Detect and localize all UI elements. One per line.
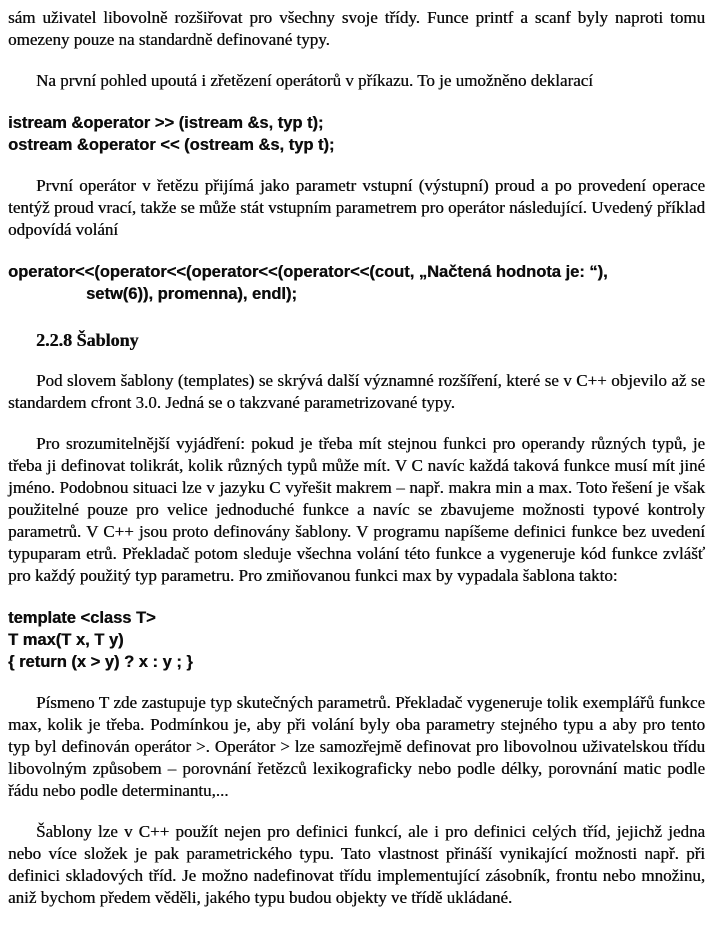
code-block-operator-call [8,261,705,305]
paragraph-pod-slovem: Pod slovem šablony (templates) se skrývá další významné rozšíření, které se v C++ objevilo až se standardem cfront 3.0. Jedná se o takzvané parametrizované typy. [8,371,705,412]
code-line: istream &operator >> (istream &s, typ t); [8,114,324,132]
code-line: T max(T x, T y) [8,631,124,649]
code-line: { return (x > y) ? x : y ; } [8,653,193,671]
paragraph-printf-scanf: sám uživatel libovolně rozšiřovat pro všechny svoje třídy. Funce printf a scanf byly naproti tomu omezeny pouze na standardně definované typy. [8,8,705,49]
code-line: setw(6)), promenna), endl); [86,285,297,303]
paragraph-operator-chaining: Na první pohled upoutá i zřetězení operátorů v příkazu. To je umožněno deklarací [36,71,593,90]
section-heading-sablony: 2.2.8 Šablony [36,330,139,350]
paragraph-pismeno-t: Písmeno T zde zastupuje typ skutečných parametrů. Překladač vygeneruje tolik exemplářů funkce max, kolik je třeba. Podmínkou je, aby při volání byly oba parametry stejného typu a aby pro tento typ byl definován operátor >. Operátor > lze samozřejmě definovat pro libovolnou uživatelskou třídu libovolným způsobem – porovnání řetězců lexikograficky nebo podle délky, porovnání matic podle řádu nebo podle determinantu,... [8,693,705,800]
code-line: template <class T> [8,609,156,627]
paragraph-first-operator: První operátor v řetězu přijímá jako parametr vstupní (výstupní) proud a po provedení operace tentýž proud vrací, takže se může stát vstupním parametrem pro operátor následující. Uvedený příklad odpovídá volání [8,176,705,239]
code-block-operator-declarations [8,112,705,156]
code-line: operator<<(operator<<(operator<<(operator<<(cout, „Načtená hodnota je: “), [8,263,608,281]
code-block-template-max [8,607,705,673]
paragraph-pro-srozumitelnejsi: Pro srozumitelnější vyjádření: pokud je třeba mít stejnou funkci pro operandy různých typů, je třeba ji definovat tolikrát, kolik různých typů může mít. V C navíc každá taková funkce musí mít jiné jméno. Podobnou situaci lze v jazyku C vyřešit makrem – např. makra min a max. Toto řešení je však použitelné pouze pro velice jednoduché funkce a navíc se zbavujeme možnosti typové kontroly parametrů. V C++ jsou proto definovány šablony. V programu napíšeme definici funkce bez uvedení typuparam etrů. Překladač potom sleduje všechna volání této funkce a vygeneruje kód funkce zvlášť pro každý použitý typ parametru. Pro zmiňovanou funkci max by vypadala šablona takto: [8,434,705,585]
paragraph-sablony-tridy: Šablony lze v C++ použít nejen pro definici funkcí, ale i pro definici celých tříd, jejichž jedna nebo více složek je pak parametrického typu. Tato vlastnost přináší vynikající možnosti např. při definici skladových tříd. Je možno nadefinovat třídu implementující zásobník, frontu nebo množinu, aniž bychom předem věděli, jakého typu budou objekty ve třídě ukládané. [8,822,705,907]
code-line: ostream &operator << (ostream &s, typ t); [8,136,335,154]
